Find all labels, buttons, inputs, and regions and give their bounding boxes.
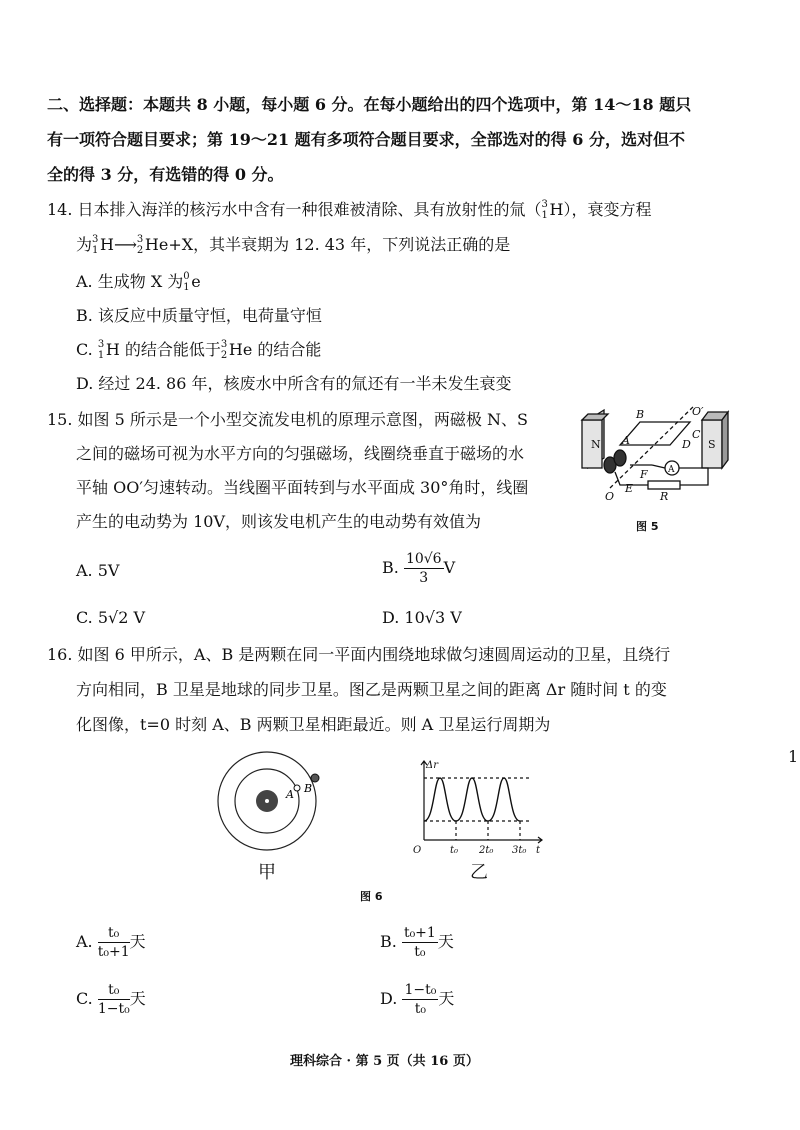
orbit-diagram xyxy=(210,746,330,856)
svg-text:S: S xyxy=(708,438,716,451)
q15-option-d[interactable]: D. 10√3 V xyxy=(382,608,462,627)
svg-text:O: O xyxy=(413,845,422,856)
distance-time-graph xyxy=(408,756,548,856)
figure-6-caption: 图 6 xyxy=(360,890,383,903)
margin-number: 1 xyxy=(788,747,799,766)
svg-text:N: N xyxy=(591,438,601,451)
section-instructions-line1: 二、选择题：本题共 8 小题，每小题 6 分。在每小题给出的四个选项中，第 14～18 题只 xyxy=(47,95,692,114)
svg-text:C: C xyxy=(692,428,701,441)
q15-stem-line2: 之间的磁场可视为水平方向的匀强磁场，线圈绕垂直于磁场的水 xyxy=(76,444,525,463)
svg-text:t₀: t₀ xyxy=(450,845,459,856)
q14-option-a[interactable]: A. 生成物 X 为 0 1 e xyxy=(76,271,201,293)
reaction-arrow: ⟶ xyxy=(113,235,137,254)
svg-text:E: E xyxy=(625,482,634,495)
figure-6b-label: 乙 xyxy=(470,862,488,883)
svg-text:D: D xyxy=(682,438,691,451)
svg-text:B: B xyxy=(636,408,645,421)
q16-option-b[interactable]: B. $\frac{\text{t₀+1}}{\text{t₀}}$ 天 xyxy=(380,925,454,960)
q16-option-d[interactable]: D. $\frac{\text{1−t₀}}{\text{t₀}}$ 天 xyxy=(380,982,455,1017)
q16-option-c[interactable]: C. $\frac{\text{t₀}}{\text{1−t₀}}$ 天 xyxy=(76,982,146,1017)
satellite-a xyxy=(294,785,300,791)
q15-option-c[interactable]: C. 5√2 V xyxy=(76,608,146,627)
svg-text:O′: O′ xyxy=(692,405,704,418)
q15-stem-line1: 15. 如图 5 所示是一个小型交流发电机的原理示意图，两磁极 N、S xyxy=(47,410,528,429)
q14-stem-line2: 为 3 1 H⟶ 3 2 He+X，其半衰期为 12. 43 年，下列说法正确的是 xyxy=(76,234,511,256)
section-instructions-line3: 全的得 3 分，有选错的得 0 分。 xyxy=(47,165,284,184)
svg-text:A: A xyxy=(668,465,675,475)
section-instructions-line2: 有一项符合题目要求；第 19～21 题有多项符合题目要求，全部选对的得 6 分，选对但不 xyxy=(47,130,685,149)
svg-text:A: A xyxy=(622,434,630,447)
q15-option-a[interactable]: A. 5V xyxy=(76,561,120,580)
q14-option-b[interactable]: B. 该反应中质量守恒，电荷量守恒 xyxy=(76,306,322,325)
q16-stem-line3: 化图像，t=0 时刻 A、B 两颗卫星相距最近。则 A 卫星运行周期为 xyxy=(76,715,551,734)
fraction: $\frac{10√6}{3}$ xyxy=(405,551,442,586)
q14-option-d[interactable]: D. 经过 24. 86 年，核废水中所含有的氚还有一半未发生衰变 xyxy=(76,374,512,393)
q16-stem-line1: 16. 如图 6 甲所示，A、B 是两颗在同一平面内围绕地球做匀速圆周运动的卫星，且绕行 xyxy=(47,645,671,664)
q16-stem-line2: 方向相同，B 卫星是地球的同步卫星。图乙是两颗卫星之间的距离 Δr 随时间 t 的变 xyxy=(76,680,667,699)
figure-5-caption: 图 5 xyxy=(636,520,659,533)
svg-text:3t₀: 3t₀ xyxy=(512,845,527,856)
svg-text:t: t xyxy=(536,845,541,856)
svg-text:R: R xyxy=(660,490,669,503)
generator-diagram xyxy=(580,400,730,510)
svg-text:A: A xyxy=(286,788,294,801)
svg-text:2t₀: 2t₀ xyxy=(479,845,494,856)
q15-stem-line3: 平轴 OO′匀速转动。当线圈平面转到与水平面成 30°角时，线圈 xyxy=(76,478,529,497)
q14-stem-line1: 14. 日本排入海洋的核污水中含有一种很难被清除、具有放射性的氚（ 3 1 H），衰变方程 xyxy=(47,199,652,221)
q15-option-b[interactable]: B. $\frac{10√6}{3}$ V xyxy=(382,551,456,586)
figure-6a-label: 甲 xyxy=(258,862,276,883)
q15-stem-line4: 产生的电动势为 10V，则该发电机产生的电动势有效值为 xyxy=(76,512,482,531)
satellite-b xyxy=(311,774,319,782)
svg-text:F: F xyxy=(640,468,648,481)
svg-text:Δr: Δr xyxy=(426,760,439,771)
svg-text:B: B xyxy=(304,782,313,795)
page-footer: 理科综合 · 第 5 页（共 16 页） xyxy=(290,1054,479,1069)
svg-text:O: O xyxy=(605,490,615,503)
q16-option-a[interactable]: A. $\frac{\text{t₀}}{\text{t₀+1}}$ 天 xyxy=(76,925,146,960)
q14-option-c[interactable]: C. 3 1 H 的结合能低于 3 2 He 的结合能 xyxy=(76,339,322,361)
